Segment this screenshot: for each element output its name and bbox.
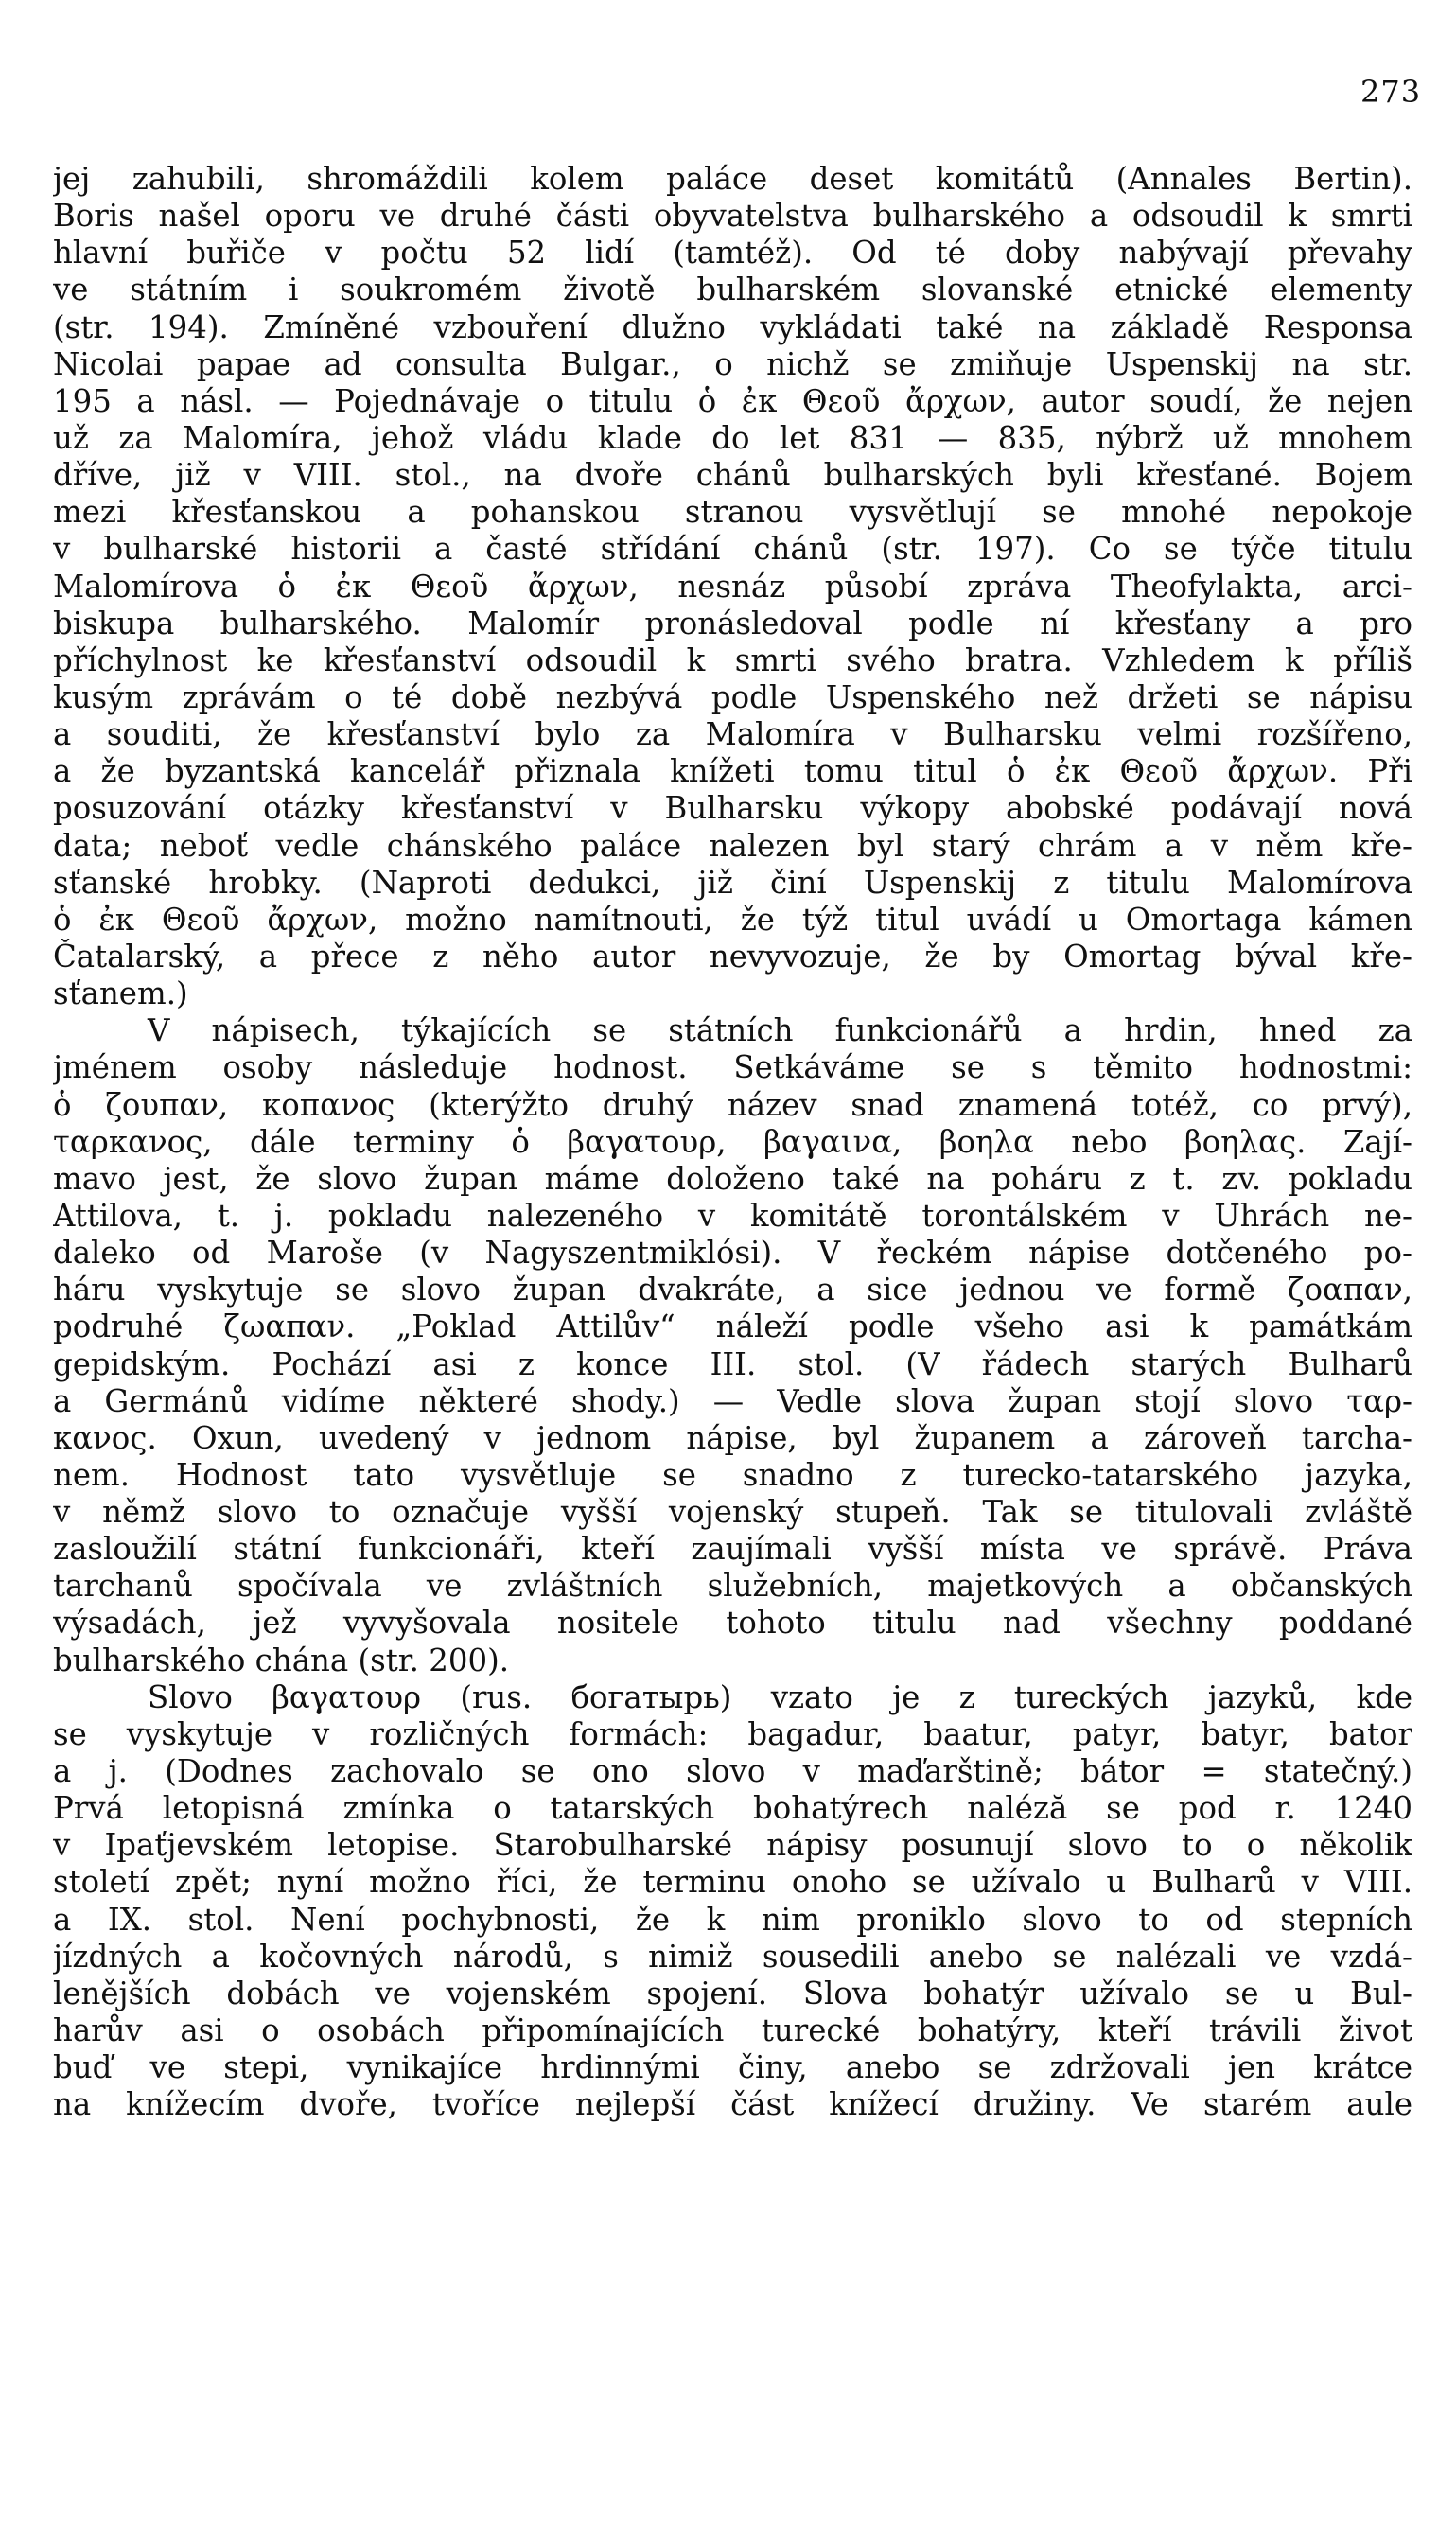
text-line: a souditi, že křesťanství bylo za Malomíra v Bulharsku velmi rozšířeno, (53, 716, 1412, 753)
text-line: příchylnost ke křesťanství odsoudil k smrti svého bratra. Vzhledem k příliš (53, 641, 1412, 678)
text-line: a že byzantská kancelář přiznala knížeti tomu titul ὁ ἐκ Θεοῦ ἄρχων. Při (53, 753, 1412, 790)
text-line: sťanské hrobky. (Naproti dedukci, již činí Uspenskij z titulu Malomírova (53, 864, 1412, 901)
text-line: posuzování otázky křesťanství v Bulharsku výkopy abobské podávají nová (53, 790, 1412, 827)
text-line: gepidským. Pochází asi z konce III. stol. (V řádech starých Bulharů (53, 1345, 1412, 1382)
text-line: ὁ ἐκ Θεοῦ ἄρχων, možno namítnouti, že týž titul uvádí u Omortaga kámen (53, 901, 1412, 938)
text-line: už za Malomíra, jehož vládu klade do let 831 — 835, nýbrž už mnohem (53, 419, 1412, 456)
text-line: na knížecím dvoře, tvoříce nejlepší část knížecí družiny. Ve starém aule (53, 2086, 1412, 2123)
text-line: nem. Hodnost tato vysvětluje se snadno z turecko-tatarského jazyka, (53, 1456, 1412, 1493)
text-line: ὁ ζουπαν, κοπανος (kterýžto druhý název snad znamená totéž, co prvý), (53, 1086, 1412, 1123)
text-line: Čatalarský, a přece z něho autor nevyvozuje, že by Omortag býval kře- (53, 938, 1412, 975)
text-line: století zpět; nyní možno říci, že terminu onoho se užívalo u Bulharů v VIII. (53, 1864, 1412, 1901)
text-line: Prvá letopisná zmínka o tatarských bohatýrech naléză se pod r. 1240 (53, 1790, 1412, 1827)
text-line: daleko od Maroše (v Nagyszentmiklósi). V řeckém nápise dotčeného po- (53, 1235, 1412, 1272)
text-line: V nápisech, týkajících se státních funkcionářů a hrdin, hned za (148, 1012, 1412, 1049)
text-line: se vyskytuje v rozličných formách: bagadur, baatur, patyr, batyr, bator (53, 1715, 1412, 1752)
body-text (53, 161, 1412, 2123)
text-line: Malomírova ὁ ἐκ Θεοῦ ἄρχων, nesnáz působí zpráva Theofylakta, arci- (53, 568, 1412, 605)
text-line: lenějších dobách ve vojenském spojení. Slova bohatýr užívalo se u Bul- (53, 1975, 1412, 2011)
text-line: mavo jest, že slovo župan máme doloženo také na poháru z t. zv. pokladu (53, 1160, 1412, 1197)
text-line: κανος. Oxun, uvedený v jednom nápise, byl županem a zároveň tarcha- (53, 1419, 1412, 1456)
text-line: ve státním i soukromém životě bulharském slovanské etnické elementy (53, 272, 1412, 308)
page-number: 273 (1360, 74, 1422, 110)
text-line: biskupa bulharského. Malomír pronásledoval podle ní křesťany a pro (53, 605, 1412, 641)
text-line: a Germánů vidíme některé shody.) — Vedle slova župan stojí slovo ταρ- (53, 1382, 1412, 1419)
text-line: harův asi o osobách připomínajících turecké bohatýry, kteří trávili život (53, 2012, 1412, 2049)
text-line: dříve, již v VIII. stol., na dvoře chánů bulharských byli křesťané. Bojem (53, 457, 1412, 494)
text-line: zasloužilí státní funkcionáři, kteří zaujímali vyšší místa ve správě. Práva (53, 1531, 1412, 1568)
text-line: podruhé ζωαπαν. „Poklad Attilův“ náleží podle všeho asi k památkám (53, 1309, 1412, 1345)
text-line: jízdných a kočovných národů, s nimiž sousedili anebo se nalézali ve vzdá- (53, 1938, 1412, 1975)
text-line: bulharského chána (str. 200). (53, 1642, 510, 1678)
text-line: hlavní buřiče v počtu 52 lidí (tamtéž). Od té doby nabývají převahy (53, 235, 1412, 272)
text-line: mezi křesťanskou a pohanskou stranou vysvětlují se mnohé nepokoje (53, 494, 1412, 531)
text-line: v němž slovo to označuje vyšší vojenský stupeň. Tak se titulovali zvláště (53, 1494, 1412, 1531)
text-line: Slovo βαγατουρ (rus. богатырь) vzato je z tureckých jazyků, kde (148, 1678, 1412, 1715)
text-line: data; neboť vedle chánského paláce nalezen byl starý chrám a v něm kře- (53, 827, 1412, 864)
text-line: 195 a násl. — Pojednávaje o titulu ὁ ἐκ Θεοῦ ἄρχων, autor soudí, že nejen (53, 382, 1412, 419)
text-line: a IX. stol. Není pochybnosti, že k nim proniklo slovo to od stepních (53, 1901, 1412, 1938)
text-line: Boris našel oporu ve druhé části obyvatelstva bulharského a odsoudil k smrti (53, 198, 1412, 235)
text-line: výsadách, jež vyvyšovala nositele tohoto titulu nad všechny poddané (53, 1605, 1412, 1642)
text-line: buď ve stepi, vynikajíce hrdinnými činy, anebo se zdržovali jen krátce (53, 2049, 1412, 2086)
text-line: Attilova, t. j. pokladu nalezeného v komitátě torontálském v Uhrách ne- (53, 1197, 1412, 1234)
text-line: v bulharské historii a časté střídání chánů (str. 197). Co se týče titulu (53, 531, 1412, 568)
text-line: jej zahubili, shromáždili kolem paláce deset komitátů (Annales Bertin). (53, 161, 1412, 197)
text-line: tarchanů spočívala ve zvláštních služebních, majetkových a občanských (53, 1568, 1412, 1605)
text-line: Nicolai papae ad consulta Bulgar., o nichž se zmiňuje Uspenskij na str. (53, 345, 1412, 382)
text-line: ταρκανος, dále terminy ὁ βαγατουρ, βαγαινα, βοηλα nebo βοηλας. Zají- (53, 1123, 1412, 1160)
text-line: v Ipaťjevském letopise. Starobulharské nápisy posunují slovo to o několik (53, 1827, 1412, 1864)
text-line: (str. 194). Zmíněné vzbouření dlužno vykládati také na základě Responsa (53, 308, 1412, 345)
text-line: háru vyskytuje se slovo župan dvakráte, a sice jednou ve formě ζοαπαν, (53, 1272, 1412, 1309)
text-line: jménem osoby následuje hodnost. Setkáváme se s těmito hodnostmi: (53, 1049, 1412, 1086)
text-line: kusým zprávám o té době nezbývá podle Uspenského než držeti se nápisu (53, 678, 1412, 715)
text-line: a j. (Dodnes zachovalo se ono slovo v maďarštině; bátor = statečný.) (53, 1753, 1412, 1790)
text-line: sťanem.) (53, 975, 188, 1012)
